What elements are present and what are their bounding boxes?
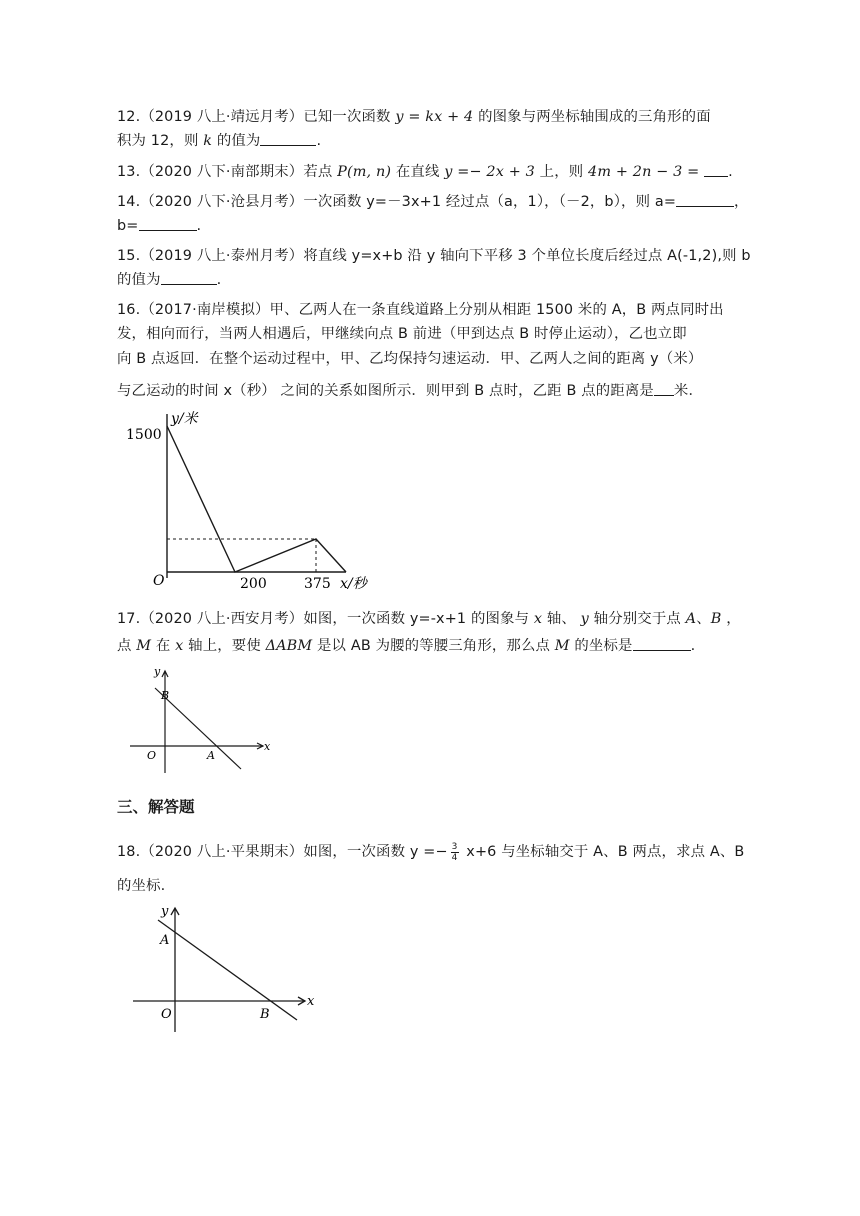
line-graph-q18 <box>125 900 325 1040</box>
question-16-line-1: 16.（2017·南岸模拟）甲、乙两人在一条直线道路上分别从相距 1500 米的 A，B 两点同时出 <box>117 302 724 318</box>
question-17-line-2: 点 M 在 x 轴上，要使 ΔABM 是以 AB 为腰的等腰三角形，那么点 M 的坐标是 . <box>117 638 696 654</box>
answer-blank <box>161 270 217 285</box>
line-graph-q17 <box>125 663 275 783</box>
answer-blank <box>704 162 728 177</box>
question-18-line-2: 的坐标. <box>117 878 166 894</box>
question-15-line-2: 的值为 . <box>117 272 222 288</box>
function-line <box>158 920 297 1020</box>
fraction-three-quarters: $\frac{3}{4}$ <box>451 841 458 863</box>
point-a-label: A <box>207 749 215 762</box>
question-13: 13.（2020 八下·南部期末）若点 P(m, n) 在直线 y =− 2x + 3 上，则 4m + 2n − 3 = . <box>117 164 733 180</box>
x-axis-label: x <box>307 994 315 1009</box>
answer-blank <box>260 131 316 146</box>
point-b-label: B <box>260 1007 270 1022</box>
y-axis-label: y <box>161 904 169 919</box>
y-tick-1500: 1500 <box>126 427 162 443</box>
answer-blank <box>139 216 197 231</box>
question-14-line-1: 14.（2020 八下·沧县月考）一次函数 y=－3x+1 经过点（a，1），（－2，b），则 a= ， <box>117 194 749 210</box>
answer-blank <box>676 192 734 207</box>
question-17-line-1: 17.（2020 八上·西安月考）如图，一次函数 y=-x+1 的图象与 x 轴、 y 轴分别交于点 A、B ， <box>117 611 741 627</box>
section-title: 三、解答题 <box>117 798 195 816</box>
y-axis-label: y/米 <box>171 411 198 427</box>
graph-line <box>167 426 346 572</box>
point-a-label: A <box>160 933 170 948</box>
answer-blank <box>633 636 691 651</box>
question-16-line-2: 发，相向而行，当两人相遇后，甲继续向点 B 前进（甲到达点 B 时停止运动），乙也立即 <box>117 326 687 342</box>
question-18-line-1: 18.（2020 八上·平果期末）如图，一次函数 y =− $\frac{3}{4}$ x+6 与坐标轴交于 A、B 两点，求点 A、B <box>117 841 745 863</box>
point-b-label: B <box>161 689 170 702</box>
question-12-line-1: 12.（2019 八上·靖远月考）已知一次函数 y = kx + 4 的图象与两坐标轴围成的三角形的面 <box>117 109 711 125</box>
distance-time-graph <box>120 408 380 593</box>
origin-label: O <box>147 749 157 762</box>
question-12-line-2: 积为 12，则 k 的值为 . <box>117 133 322 149</box>
y-axis-label: y <box>154 665 161 678</box>
x-axis-label: x/秒 <box>340 576 367 592</box>
origin-label: O <box>153 573 165 589</box>
question-16-line-3: 向 B 点返回．在整个运动过程中，甲、乙均保持匀速运动．甲、乙两人之间的距离 y（米） <box>117 351 703 367</box>
x-tick-200: 200 <box>240 576 267 592</box>
question-14-line-2: b= . <box>117 218 202 234</box>
x-tick-375: 375 <box>304 576 331 592</box>
x-axis-label: x <box>264 740 271 753</box>
answer-blank <box>654 381 674 396</box>
origin-label: O <box>161 1007 172 1022</box>
question-15-line-1: 15.（2019 八上·泰州月考）将直线 y=x+b 沿 y 轴向下平移 3 个单位长度后经过点 A(-1,2),则 b <box>117 248 751 264</box>
question-16-line-4: 与乙运动的时间 x（秒） 之间的关系如图所示．则甲到 B 点时，乙距 B 点的距离是 米． <box>117 383 703 399</box>
